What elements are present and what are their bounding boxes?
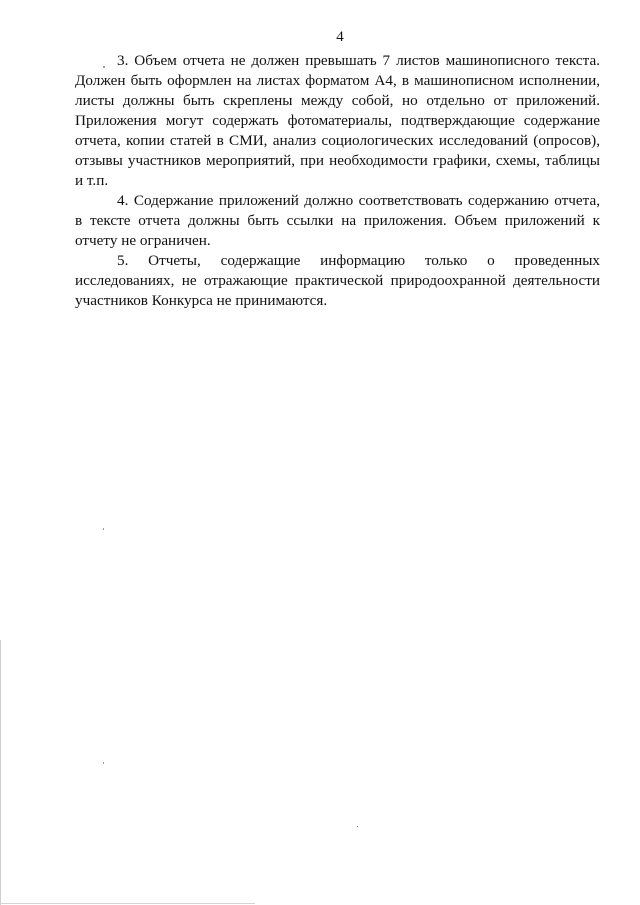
scan-speck — [103, 528, 104, 530]
scan-speck — [357, 826, 358, 827]
scan-left-edge — [0, 640, 1, 905]
scan-speck — [103, 66, 105, 68]
paragraph-item-4: 4. Содержание приложений должно соответствовать содержанию отчета, в тексте отчета должны быть ссылки на приложения. Объем приложений к отчету не ограничен. — [75, 192, 600, 249]
paragraph-item-3: 3. Объем отчета не должен превышать 7 листов машинописного текста. Должен быть оформлен на листах форматом А4, в машинописном исполнении, листы должны быть скреплены между собой, но отдельно от приложений. Приложения могут содержать фотоматериалы, подтверждающие содержание отчета, копии статей в СМИ, анализ социологических исследований (опросов), отзывы участников мероприятий, при необходимости графики, схемы, таблицы и т.п. — [75, 52, 600, 189]
page-number: 4 — [336, 29, 344, 45]
document-body — [75, 51, 600, 311]
scan-speck — [103, 762, 104, 764]
paragraph-item-5: 5. Отчеты, содержащие информацию только о проведенных исследованиях, не отражающие практической природоохранной деятельности участников Конкурса не принимаются. — [75, 252, 600, 309]
scan-bottom-edge — [0, 903, 255, 904]
